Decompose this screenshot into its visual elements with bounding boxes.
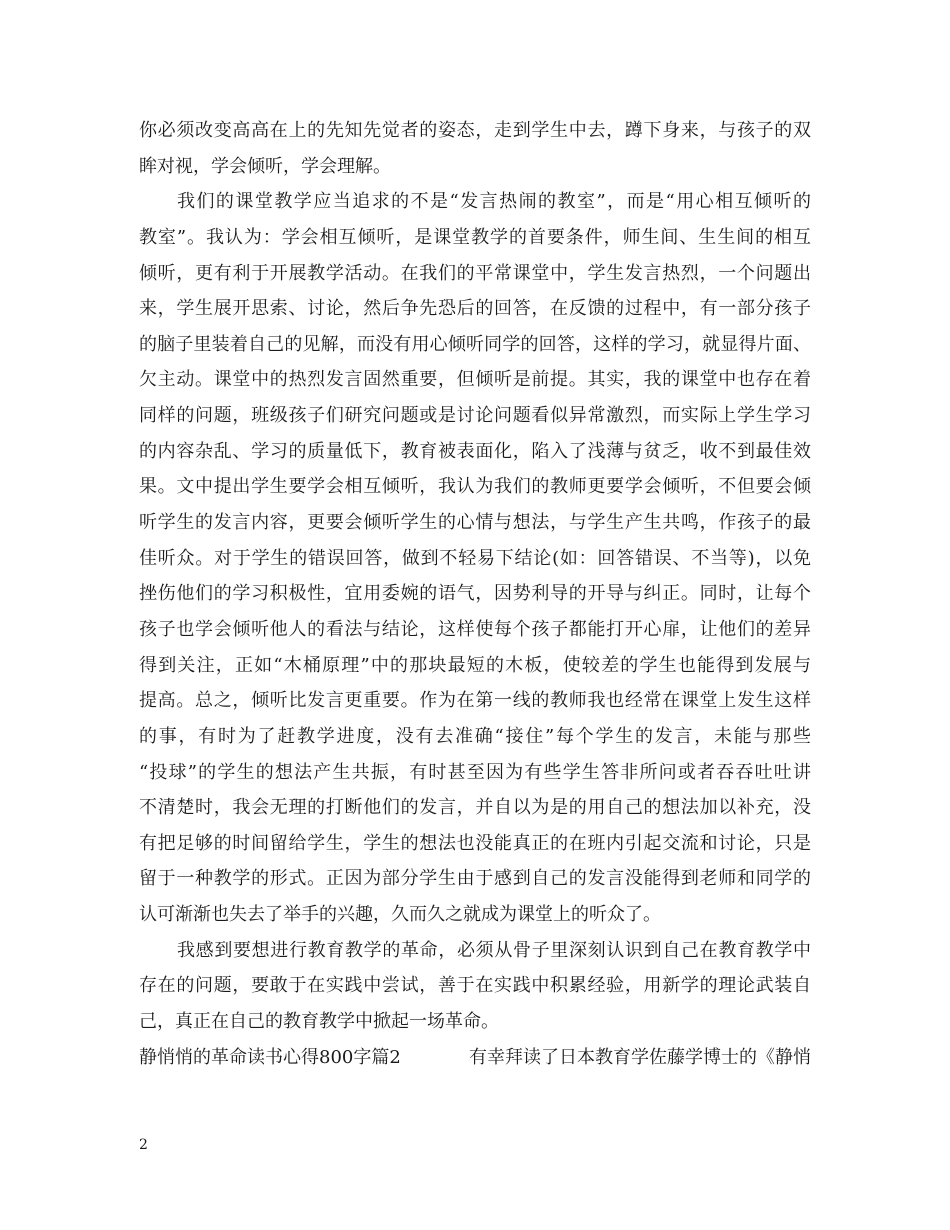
text-line: 眸对视，学会倾听，学会理解。 [139,155,391,177]
text-line: 倾听，更有利于开展教学活动。在我们的平常课堂中，学生发言热烈，一个问题出 [139,262,811,284]
text-line: 有把足够的时间留给学生，学生的想法也没能真正的在班内引起交流和讨论，只是 [139,832,811,854]
section-heading-line [139,1040,811,1076]
text-line: 留于一种教学的形式。正因为部分学生由于感到自己的发言没能得到老师和同学的 [139,868,811,890]
paragraph-p3 [139,933,811,1040]
page-number: 2 [139,1137,148,1153]
text-line: 的内容杂乱、学习的质量低下，教育被表面化，陷入了浅薄与贫乏，收不到最佳效 [139,440,811,462]
text-line: 孩子也学会倾听他人的看法与结论，这样使每个孩子都能打开心扉，让他们的差异 [139,618,811,640]
text-line: “投球”的学生的想法产生共振，有时甚至因为有些学生答非所问或者吞吞吐吐讲 [139,761,811,783]
text-line: 同样的问题，班级孩子们研究问题或是讨论问题看似异常激烈，而实际上学生学习 [139,405,811,427]
text-line: 来，学生展开思索、讨论，然后争先恐后的回答，在反馈的过程中，有一部分孩子 [139,298,811,320]
text-line: 提高。总之，倾听比发言更重要。作为在第一线的教师我也经常在课堂上发生这样 [139,690,811,712]
text-line: 存在的问题，要敢于在实践中尝试，善于在实践中积累经验，用新学的理论武装自 [139,975,811,997]
text-line: 你必须改变高高在上的先知先觉者的姿态，走到学生中去，蹲下身来，与孩子的双 [139,120,811,141]
text-line: 教室”。我认为：学会相互倾听，是课堂教学的首要条件，师生间、生生间的相互 [139,226,811,248]
text-line: 认可渐渐也失去了举手的兴趣，久而久之就成为课堂上的听众了。 [139,904,661,926]
text-line: 欠主动。课堂中的热烈发言固然重要，但倾听是前提。其实，我的课堂中也存在着 [139,369,811,391]
text-line: 不清楚时，我会无理的打断他们的发言，并自以为是的用自己的想法加以补充，没 [139,797,811,819]
section-heading-title: 静悄悄的革命读书心得800字篇2 [139,1046,401,1068]
text-line: 我们的课堂教学应当追求的不是“发言热闹的教室”，而是“用心相互倾听的 [177,191,811,213]
section-heading-continuation: 有幸拜读了日本教育学佐藤学博士的《静悄 [469,1046,811,1068]
text-line: 挫伤他们的学习积极性，宜用委婉的语气，因势利导的开导与纠正。同时，让每个 [139,583,811,605]
text-line: 己，真正在自己的教育教学中掀起一场革命。 [139,1011,499,1033]
paragraph-p1 [139,113,811,184]
text-line: 我感到要想进行教育教学的革命，必须从骨子里深刻认识到自己在教育教学中 [177,939,811,961]
text-line: 的脑子里装着自己的见解，而没有用心倾听同学的回答，这样的学习，就显得片面、 [139,333,811,355]
paragraph-p2 [139,184,811,932]
text-line: 得到关注，正如“木桶原理”中的那块最短的木板，使较差的学生也能得到发展与 [139,654,811,676]
text-line: 果。文中提出学生要学会相互倾听，我认为我们的教师更要学会倾听，不但要会倾 [139,476,811,498]
text-line: 的事，有时为了赶教学进度，没有去准确“接住”每个学生的发言，未能与那些 [139,725,811,747]
text-line: 佳听众。对于学生的错误回答，做到不轻易下结论(如：回答错误、不当等)，以免 [139,547,811,569]
text-line: 听学生的发言内容，更要会倾听学生的心情与想法，与学生产生共鸣，作孩子的最 [139,512,811,534]
document-body [139,113,811,1075]
